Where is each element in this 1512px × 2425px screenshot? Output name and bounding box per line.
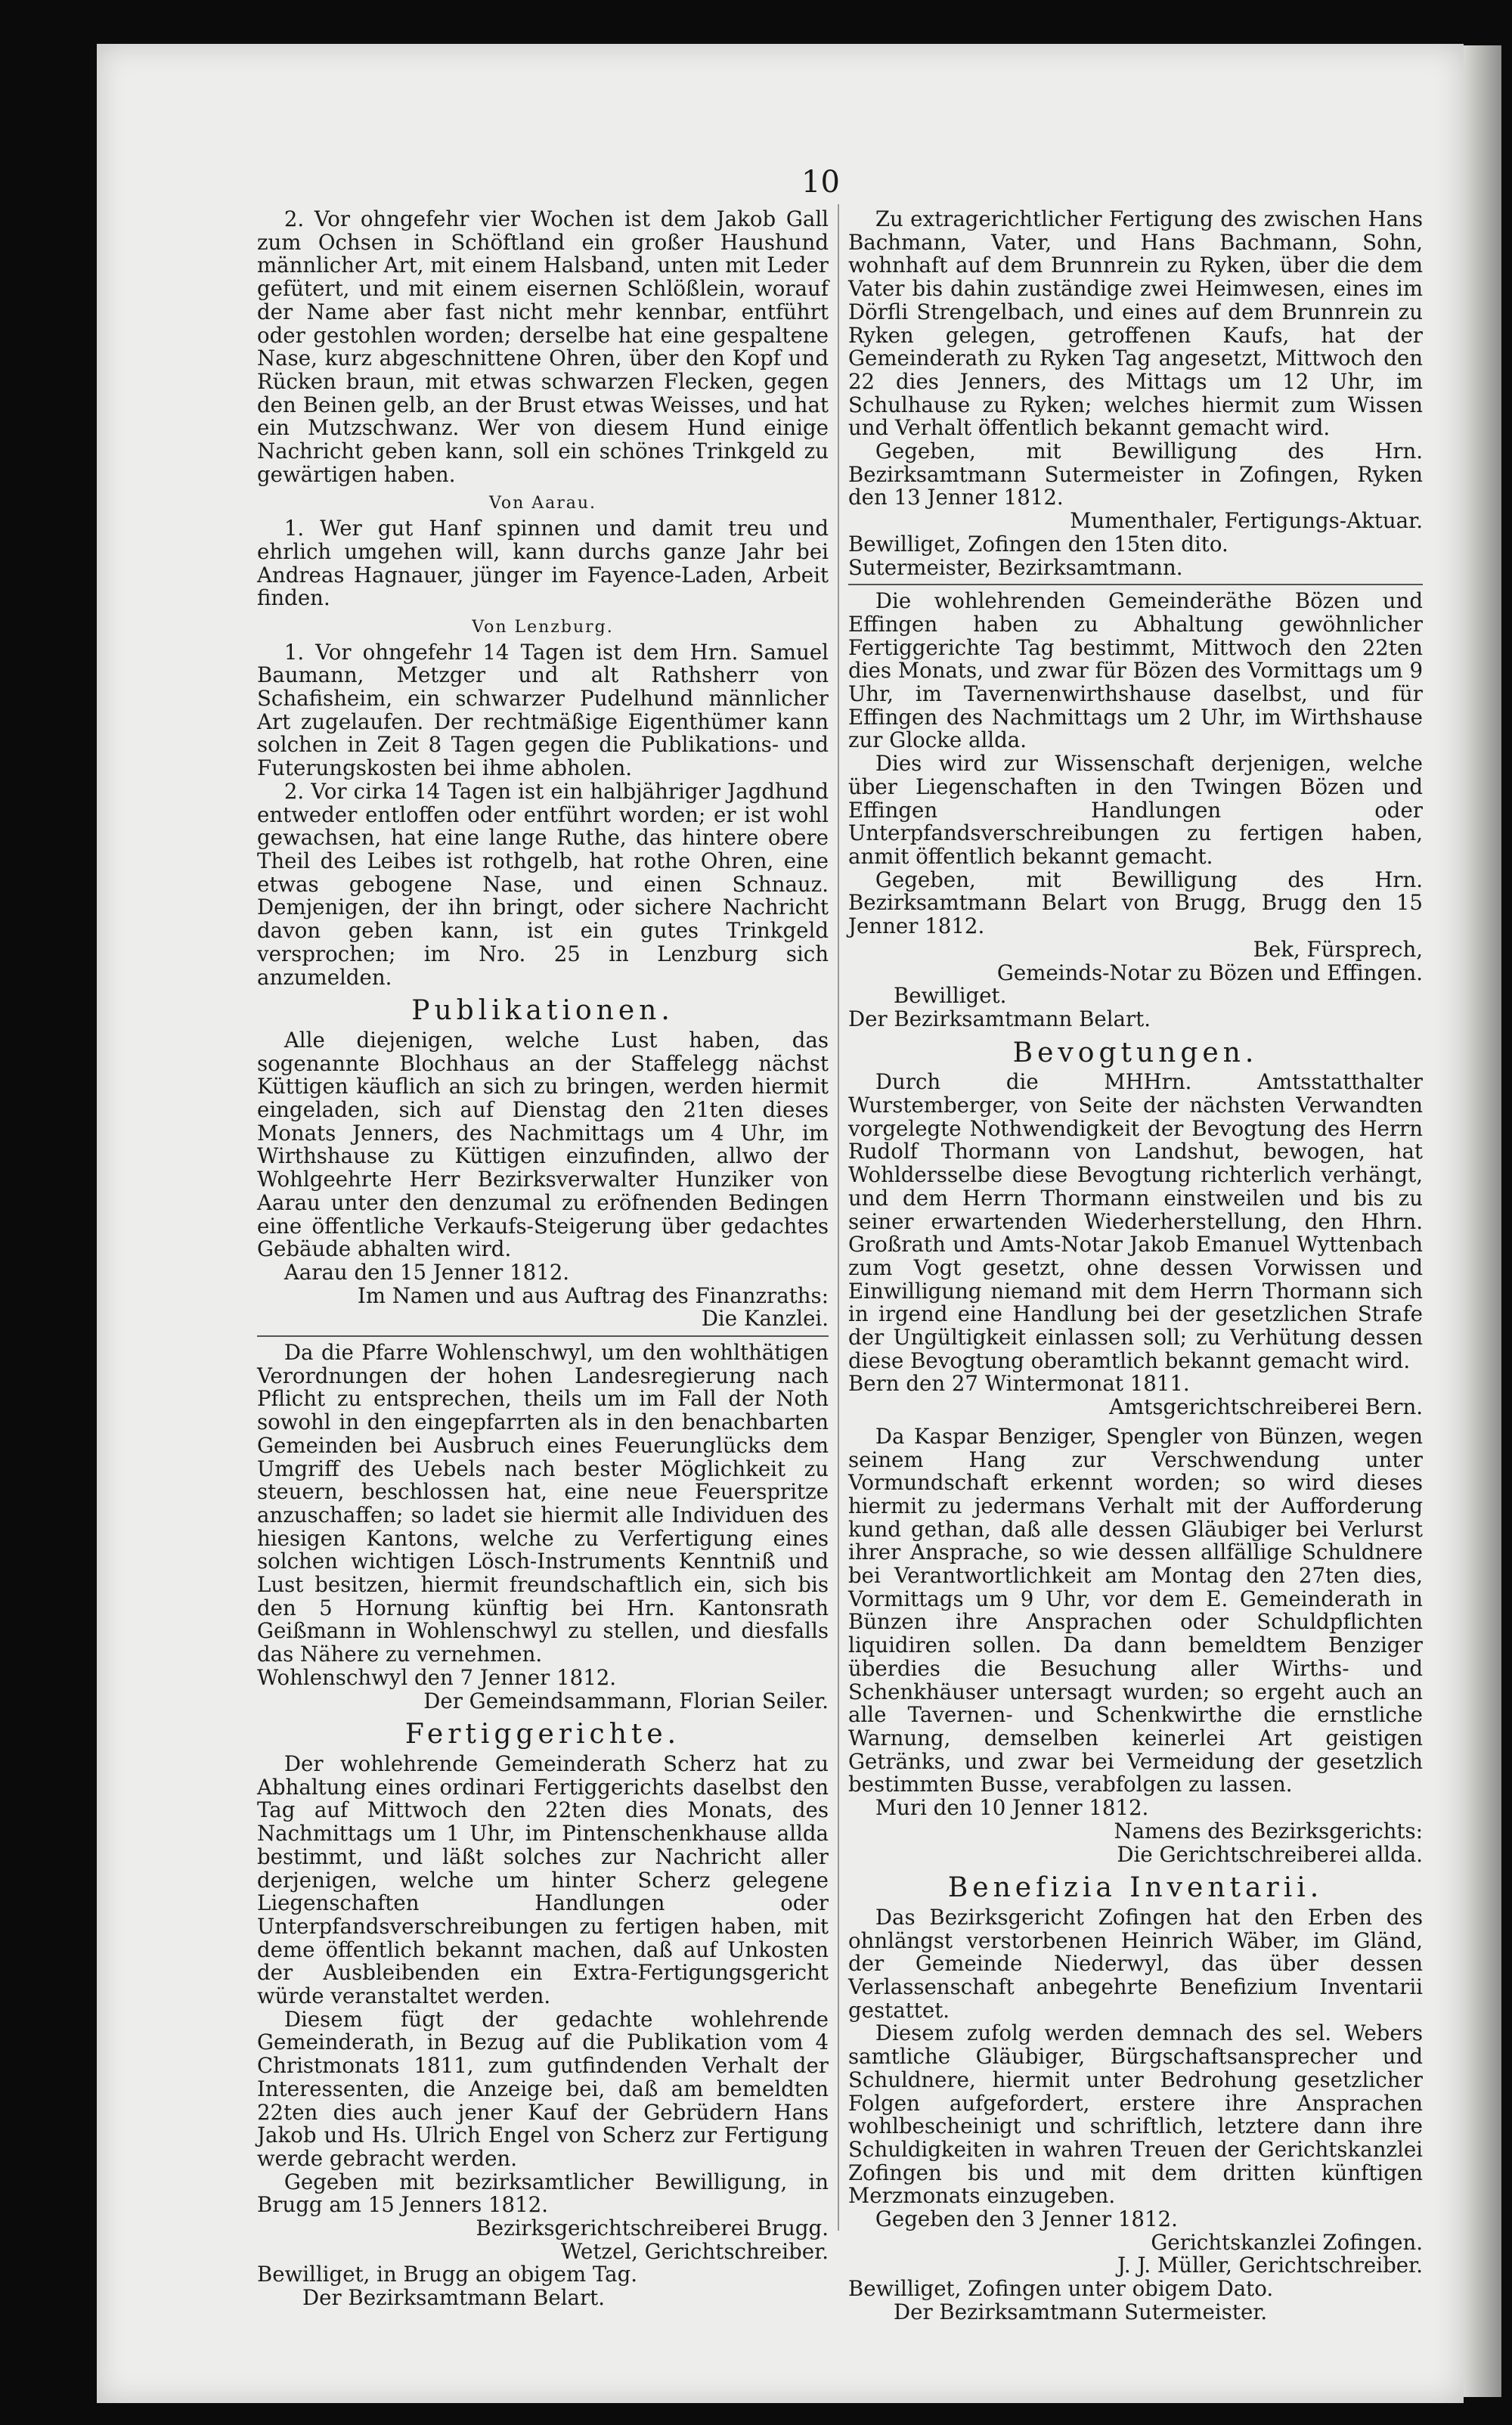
notice-date: Bern den 27 Wintermonat 1811. — [848, 1371, 1190, 1397]
notice-date: Muri den 10 Jenner 1812. — [875, 1795, 1149, 1821]
notice-guardianship-thormann: Durch die MHHrn. Amtsstatthalter Wurstemberger, von Seite der nächsten Verwandten vorgelegte Nothwendigkeit der Bevogtung des Herrn Rudolf Thormann von Landshut, bewogen, hat Wohldersselbe diese Bevogtung richterlich verhängt, und dem Herrn Thormann einstweilen und bis zu seiner erwartenden Wiederherstellung, den Hhrn. Großrath und Amts-Notar Jakob Emanuel Wyttenbach zum Vogt gesetzt, ohne dessen Vorwissen und Einwilligung niemand mit dem Herrn Thormann sich in irgend eine Handlung bei der gesetzlichen Strafe der Ungültigkeit einlassen soll; zu Verhütung dessen diese Bevogtung oberamtlich bekannt gemacht wird. — [848, 1069, 1423, 1373]
notice-approval: Bewilliget, Zofingen unter obigem Dato. — [848, 2276, 1274, 2302]
section-heading-fertiggerichte: Fertiggerichte. — [404, 1719, 681, 1751]
notice-given: Gegeben den 3 Jenner 1812. — [875, 2206, 1178, 2232]
notice-signature: Im Namen und aus Auftrag des Finanzraths: — [357, 1282, 829, 1308]
notice-signature: Bek, Fürsprech, — [1253, 936, 1423, 962]
notice-signature: Die Kanzlei. — [701, 1306, 829, 1332]
notice-inventory-waeber: Das Bezirksgericht Zofingen hat den Erben des ohnlängst verstorbenen Heinrich Wäber, im Gländ, der Gemeinde Niederwyl, das über dessen Verlassenschaft anbegehrte Benefizium Inventarii gestattet. — [848, 1904, 1423, 2023]
section-heading-benefizia: Benefizia Inventarii. — [947, 1872, 1324, 1904]
notice-guardianship-benziger: Da Kaspar Benziger, Spengler von Bünzen, wegen seinem Hang zur Verschwendung unter Vormundschaft erkennt worden; so wird dieses hiermit zu jedermans Verhalt mit der Aufforderung kund gethan, daß alle dessen Gläubiger bei Verlurst ihrer Ansprache, so wie dessen allfällige Schuldnere bei Verantwortlichkeit am Montag den 27ten dies, Vormittags um 9 Uhr, vor dem E. Gemeinderath in Bünzen ihre Ansprachen oder Schuldpflichten liquidiren sollen. Da dann bemeldtem Benziger überdies die Besuchung aller Wirths- und Schenkhäuser untersagt wurden; so ergeht auch an alle Tavernen- und Schenkwirthe die ernstliche Warnung, demselben keinerlei Art geistigen Getränks, und zwar bei Vermeidung der gesetzlich bestimmten Busse, verabfolgen zu lassen. — [848, 1423, 1423, 1797]
notice-official: Der Bezirksamtmann Belart. — [848, 1006, 1151, 1031]
notice-approval: Bewilliget. — [894, 983, 1007, 1009]
right-column — [848, 208, 1423, 2324]
notice-official: Der Bezirksamtmann Sutermeister. — [894, 2299, 1268, 2324]
notice-date: Aarau den 15 Jenner 1812. — [284, 1259, 570, 1285]
notice-given: Gegeben mit bezirksamtlicher Bewilligung, in Brugg am 15 Jenners 1812. — [257, 2169, 829, 2218]
notice-fire-engine: Da die Pfarre Wohlenschwyl, um den wohlthätigen Verordnungen der hohen Landesregierung nach Pflicht zu entsprechen, theils um im Fall der Noth sowohl in den eingepfarrten als in den benachbarten Gemeinden bei Ausbruch eines Feuerunglücks dem Umgriff des Uebels nach bester Möglichkeit zu steuern, beschlossen hat, eine neue Feuerspritze anzuschaffen; so ladet sie hiermit alle Individuen des hiesigen Kantons, welche zu Verfertigung eines solchen wichtigen Lösch-Instruments Kenntniß und Lust besitzen, hiermit freundschaftlich ein, sich bis den 5 Hornung künftig bei Hrn. Kantonsrath Geißmann in Wohlenschwyl zu stellen, und diesfalls das Nähere zu vernehmen. — [257, 1340, 829, 1667]
section-heading-publikationen: Publikationen. — [411, 995, 674, 1027]
notice-signature: J. J. Müller, Gerichtschreiber. — [1117, 2253, 1423, 2278]
notice-signature: Namens des Bezirksgerichts: — [1114, 1818, 1423, 1844]
page-number: 10 — [801, 165, 840, 200]
notice-court-scherz: Der wohlehrende Gemeinderath Scherz hat zu Abhaltung eines ordinari Fertiggerichts daselbst den Tag auf Mittwoch den 22ten dies Monats, des Nachmittags um 1 Uhr, im Pintenschenkhause allda bestimmt, und läßt solches zur Nachricht aller derjenigen, welche um hinter Scherz gelegene Liegenschaften Handlungen oder Unterpfandsverschreibungen zu fertigen haben, mit deme öffentlich bekannt machen, daß auf Unkosten der Ausbleibenden ein Extra-Fertigungsgericht würde veranstaltet werden. — [257, 1751, 829, 2009]
page-fold-edge — [1464, 45, 1501, 2397]
notice-signature: Die Gerichtschreiberei allda. — [1117, 1841, 1423, 1867]
separator-line — [848, 584, 1423, 585]
notice-lost-hunting-dog: 2. Vor cirka 14 Tagen ist ein halbjähriger Jagdhund entweder entloffen oder entführt worden; er ist wohl gewachsen, hat eine lange Ruthe, das hintere obere Theil des Leibes ist rothgelb, hat rothe Ohren, eine etwas gebogene Nase, und einen Schnauz. Demjenigen, der ihn bringt, oder sichere Nachricht davon geben kann, ist ein gutes Trinkgeld versprochen; im Nro. 25 in Lenzburg sich anzumelden. — [257, 778, 829, 990]
notice-official: Sutermeister, Bezirksamtmann. — [848, 554, 1183, 580]
notice-date: Wohlenschwyl den 7 Jenner 1812. — [257, 1664, 617, 1690]
notice-court-boezen-effingen: Die wohlehrenden Gemeinderäthe Bözen und Effingen haben zu Abhaltung gewöhnlicher Fertiggerichte Tag bestimmt, Mittwoch den 22ten dies Monats, und zwar für Bözen des Vormittags um 9 Uhr, im Tavernenwirthshause daselbst, und für Effingen des Nachmittags um 2 Uhr, im Wirthshause zur Glocke allda. — [848, 588, 1423, 753]
notice-court-boezen-effingen-cont: Dies wird zur Wissenschaft derjenigen, welche über Liegenschaften in den Twingen Bözen und Effingen Handlungen oder Unterpfandsverschreibungen zu fertigen haben, anmit öffentlich bekannt gemacht. — [848, 751, 1423, 869]
column-divider — [838, 204, 839, 2231]
notice-signature: Amtsgerichtschreiberei Bern. — [1109, 1394, 1423, 1420]
separator-line — [257, 1335, 829, 1337]
notice-approval: Bewilliget, in Brugg an obigem Tag. — [257, 2262, 638, 2287]
notice-signature: Bezirksgerichtschreiberei Brugg. — [476, 2216, 829, 2241]
place-heading-aarau: Von Aarau. — [488, 494, 597, 513]
notice-hemp-spinning: 1. Wer gut Hanf spinnen und damit treu und ehrlich umgehen will, kann durchs ganze Jahr bei Andreas Hagnauer, jünger im Fayence-Laden, Arbeit finden. — [257, 516, 829, 611]
notice-given: Gegeben, mit Bewilligung des Hrn. Bezirksamtmann Sutermeister in Zofingen, Ryken den 13 Jenner 1812. — [848, 439, 1423, 510]
section-heading-bevogtungen: Bevogtungen. — [1012, 1037, 1259, 1068]
notice-signature: Der Gemeindsammann, Florian Seiler. — [423, 1688, 829, 1713]
left-column — [257, 208, 829, 2310]
notice-found-poodle: 1. Vor ohngefehr 14 Tagen ist dem Hrn. Samuel Baumann, Metzger und alt Rathsherr von Schafisheim, ein schwarzer Pudelhund männlicher Art zugelaufen. Der rechtmäßige Eigenthümer kann solchen in Zeit 8 Tagen gegen die Publikations- und Futerungskosten bei ihme abholen. — [257, 639, 829, 781]
notice-court-ryken: Zu extragerichtlicher Fertigung des zwischen Hans Bachmann, Vater, und Hans Bachmann, Sohn, wohnhaft auf dem Brunnrein zu Ryken, über die dem Vater bis dahin zuständige zwei Heimwesen, eines im Dörfli Strengelbach, und eines auf dem Brunnrein zu Ryken gelegen, getroffenen Kaufs, hat der Gemeinderath zu Ryken Tag angesetzt, Mittwoch den 22 dies Jenners, des Mittags um 12 Uhr, im Schulhause zu Ryken; welches hiermit zum Wissen und Verhalt öffentlich bekannt gemacht wird. — [848, 206, 1423, 441]
notice-lost-dog-gall: 2. Vor ohngefehr vier Wochen ist dem Jakob Gall zum Ochsen in Schöftland ein großer Haushund männlicher Art, mit einem Halsband, unten mit Leder gefütert, und mit einem eisernen Schlößlein, worauf der Name aber fast nicht mehr kennbar, entführt oder gestohlen worden; derselbe hat eine gespaltene Nase, kurz abgeschnittene Ohren, über den Kopf und Rücken braun, mit etwas schwarzen Flecken, gegen den Beinen gelb, an der Brust etwas Weisses, und hat ein Mutzschwanz. Wer von diesem Hund einige Nachricht geben kann, soll ein schönes Trinkgeld zu gewärtigen haben. — [257, 206, 829, 487]
notice-signature: Gerichtskanzlei Zofingen. — [1151, 2229, 1423, 2255]
notice-signature: Wetzel, Gerichtschreiber. — [560, 2238, 829, 2264]
place-heading-lenzburg: Von Lenzburg. — [472, 617, 614, 637]
notice-official: Der Bezirksamtmann Belart. — [302, 2285, 606, 2311]
notice-signature: Mumenthaler, Fertigungs-Aktuar. — [1070, 508, 1423, 534]
notice-inventory-waeber-cont: Diesem zufolg werden demnach des sel. Webers samtliche Gläubiger, Bürgschaftsansprecher und Schuldnere, hiermit unter Bedrohung gesetzlicher Folgen aufgefordert, erstere ihre Ansprachen wohlbescheinigt und schriftlich, letztere dann ihre Schuldigkeiten in wahren Treuen der Gerichtskanzlei Zofingen bis und mit dem dritten künftigen Merzmonats einzugeben. — [848, 2020, 1423, 2209]
notice-approval: Bewilliget, Zofingen den 15ten dito. — [848, 531, 1228, 557]
notice-blochhaus-sale: Alle diejenigen, welche Lust haben, das sogenannte Blochhaus an der Staffelegg nächst Küttigen käuflich an sich zu bringen, werden hiermit eingeladen, sich auf Dienstag den 21ten dieses Monats Jenners, des Nachmittags um 4 Uhr, im Wirthshause zu Küttigen einzufinden, allwo der Wohlgeehrte Herr Bezirksverwalter Hunziker von Aarau unter den denzumal zu eröfnenden Bedingen eine öffentliche Verkaufs-Steigerung über gedachtes Gebäude abhalten wird. — [257, 1027, 829, 1262]
notice-given: Gegeben, mit Bewilligung des Hrn. Bezirksamtmann Belart von Brugg, Brugg den 15 Jenner 1812. — [848, 867, 1423, 939]
notice-court-scherz-addendum: Diesem fügt der gedachte wohlehrende Gemeinderath, in Bezug auf die Publikation vom 4 Christmonats 1811, zum gutfindenden Verhalt der Interessenten, die Anzeige bei, daß am bemeldten 22ten dies auch jener Kauf der Gebrüdern Hans Jakob und Hs. Ulrich Engel von Scherz zur Fertigung werde gebracht werden. — [257, 2006, 829, 2171]
notice-signature: Gemeinds-Notar zu Bözen und Effingen. — [996, 960, 1423, 985]
